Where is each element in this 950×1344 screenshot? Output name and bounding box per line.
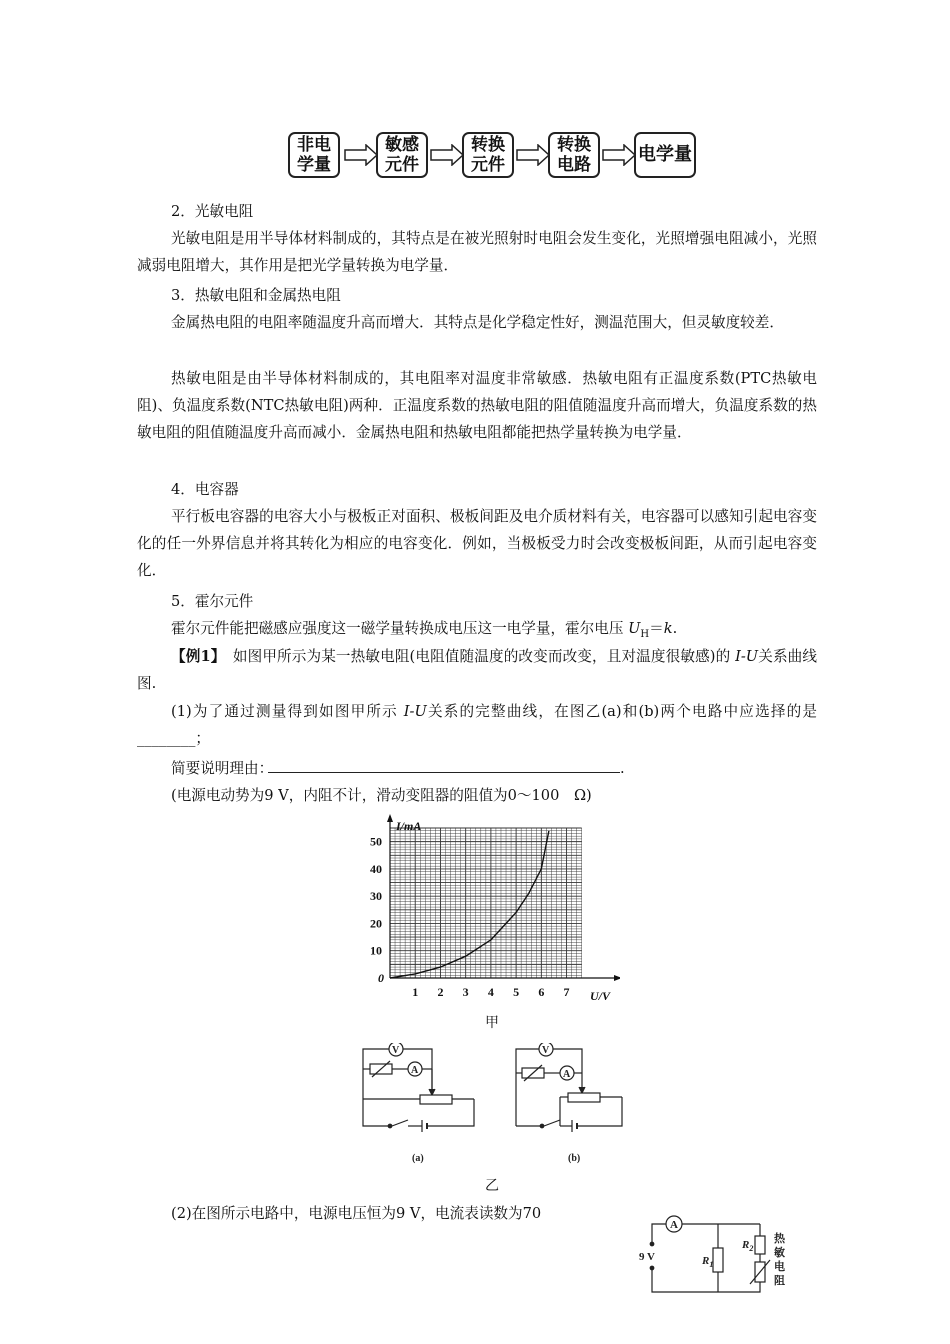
- paragraph: 金属热电阻的电阻率随温度升高而增大．其特点是化学稳定性好，测温范围大，但灵敏度较差．: [171, 314, 784, 331]
- conversion-flow-diagram: [288, 132, 708, 184]
- example-label: 【例1】: [171, 648, 219, 665]
- y-tick-label: 40: [370, 861, 382, 876]
- thermistor-label-char: 敏: [774, 1247, 785, 1259]
- y-tick-label: 10: [370, 943, 382, 958]
- flow-box-text: 转换: [557, 135, 591, 155]
- text-span: k: [663, 620, 673, 637]
- text-span: 关系曲线图.: [137, 648, 817, 692]
- ammeter-label: A: [563, 1069, 571, 1080]
- text-span: .: [620, 760, 625, 777]
- flow-box-text: 转换: [471, 135, 505, 155]
- flow-box-electric: [634, 132, 696, 178]
- x-axis-arrow: [614, 975, 620, 981]
- x-axis-label: U/V: [590, 989, 611, 1003]
- thermistor-circuit: [636, 1212, 796, 1300]
- y-axis-label: I/mA: [396, 819, 422, 833]
- voltmeter-label: V: [542, 1045, 550, 1056]
- circuit-b-caption: (b): [568, 1153, 581, 1164]
- source-voltage-label: 9 V: [639, 1251, 655, 1263]
- x-tick-label: 5: [513, 985, 520, 999]
- r1-subscript: 1: [709, 1260, 714, 1269]
- text-span: ＝: [649, 620, 664, 637]
- x-tick-label: 1: [412, 985, 419, 999]
- circuit-a-caption: (a): [412, 1153, 424, 1164]
- chart-caption: 甲: [485, 1015, 499, 1031]
- flow-box-text: 敏感: [385, 135, 419, 155]
- text-span: I-U: [403, 703, 427, 720]
- note: (电源电动势为9 V，内阻不计，滑动变阻器的阻值为0～100 Ω): [171, 787, 592, 804]
- arrow-right-icon: [344, 144, 378, 166]
- y-tick-label: 20: [370, 916, 382, 931]
- origin-label: 0: [378, 971, 384, 985]
- section-heading: 2．光敏电阻: [171, 203, 254, 220]
- r2-label: [741, 1239, 753, 1253]
- x-tick-label: 4: [487, 985, 494, 999]
- text-span: 霍尔元件能把磁感应强度这一磁学量转换成电压这一电学量，霍尔电压: [171, 620, 629, 637]
- voltmeter-label: V: [392, 1045, 400, 1056]
- ammeter-label: A: [670, 1219, 678, 1231]
- flow-box-nonelectric: [288, 132, 340, 178]
- section-heading: 5．霍尔元件: [171, 593, 254, 610]
- flow-box-circuit: [548, 132, 600, 178]
- paragraph: 光敏电阻是用半导体材料制成的，其特点是在被光照射时电阻会发生变化，光照增强电阻减小，光照减弱电阻增大，其作用是把光学量转换为电学量．: [137, 230, 817, 274]
- flow-box-text: 学量: [297, 155, 331, 175]
- x-tick-label: 3: [462, 985, 469, 999]
- y-tick-label: 30: [370, 889, 382, 904]
- x-tick-label: 6: [538, 985, 545, 999]
- arrow-right-icon: [516, 144, 550, 166]
- question-1: [137, 698, 817, 752]
- arrow-right-icon: [430, 144, 464, 166]
- chart-grid: [390, 828, 582, 978]
- text-span: 关系的完整曲线，在图乙(a)和(b)两个电路中应选择的是________；: [137, 703, 818, 747]
- paragraph: 平行板电容器的电容大小与极板正对面积、极板间距及电介质材料有关，电容器可以感知引起电容变化的任一外界信息并将其转化为相应的电容变化．例如，当极板受力时会改变极板间距，从而引起电容变化．: [137, 508, 817, 579]
- circuit-a: [363, 1043, 474, 1132]
- arrow-right-icon: [602, 144, 636, 166]
- text-span: H: [640, 628, 650, 640]
- flow-box-text: 电学量: [638, 144, 692, 165]
- flow-box-sensor: [376, 132, 428, 178]
- thermistor-label-char: 热: [774, 1233, 785, 1245]
- example-intro: [137, 643, 817, 697]
- flow-box-text: 元件: [385, 155, 419, 175]
- text-span: 如图甲所示为某一热敏电阻(电阻值随温度的改变而改变，且对温度很敏感)的: [218, 648, 736, 665]
- paragraph: 热敏电阻是由半导体材料制成的，其电阻率对温度非常敏感．热敏电阻有正温度系数(PTC热敏电阻)、负温度系数(NTC热敏电阻)两种．正温度系数的热敏电阻的阻值随温度升高而增大，负温度系数的热敏电阻的阻值随温度升高而减小．金属热电阻和热敏电阻都能把热学量转换为电学量．: [137, 370, 817, 441]
- ammeter-label: A: [411, 1065, 419, 1076]
- r2-symbol: R: [742, 1239, 750, 1251]
- circuits-caption: 乙: [485, 1178, 499, 1194]
- section-heading: 4．电容器: [171, 481, 239, 498]
- flow-box-converter: [462, 132, 514, 178]
- y-axis-arrow: [387, 814, 393, 822]
- thermistor-label-char: 电: [774, 1261, 785, 1273]
- circuit-diagrams: [350, 1043, 640, 1173]
- text-span: .: [672, 620, 678, 637]
- r2-subscript: 2: [749, 1244, 754, 1253]
- y-tick-label: 50: [370, 834, 382, 849]
- question-2: (2)在图所示电路中，电源电压恒为9 V，电流表读数为70: [171, 1205, 542, 1222]
- flow-box-text: 元件: [471, 155, 505, 175]
- x-tick-label: 2: [437, 985, 444, 999]
- text-span: I-U: [735, 648, 759, 665]
- thermistor-label-char: 阻: [774, 1275, 785, 1287]
- text-span: U: [628, 620, 641, 637]
- r1-label: [701, 1255, 713, 1269]
- answer-underline: [268, 772, 620, 773]
- reason-line: [171, 755, 273, 782]
- r1-symbol: R: [702, 1255, 710, 1267]
- text-span: 简要说明理由：: [171, 760, 274, 777]
- flow-box-text: 非电: [297, 135, 331, 155]
- iu-curve-chart: [360, 810, 620, 1022]
- circuit-b: [516, 1043, 622, 1132]
- flow-box-text: 电路: [557, 155, 591, 175]
- x-tick-label: 7: [563, 985, 570, 999]
- text-span: (1)为了通过测量得到如图甲所示: [171, 703, 404, 720]
- section-heading: 3．热敏电阻和金属热电阻: [171, 287, 341, 304]
